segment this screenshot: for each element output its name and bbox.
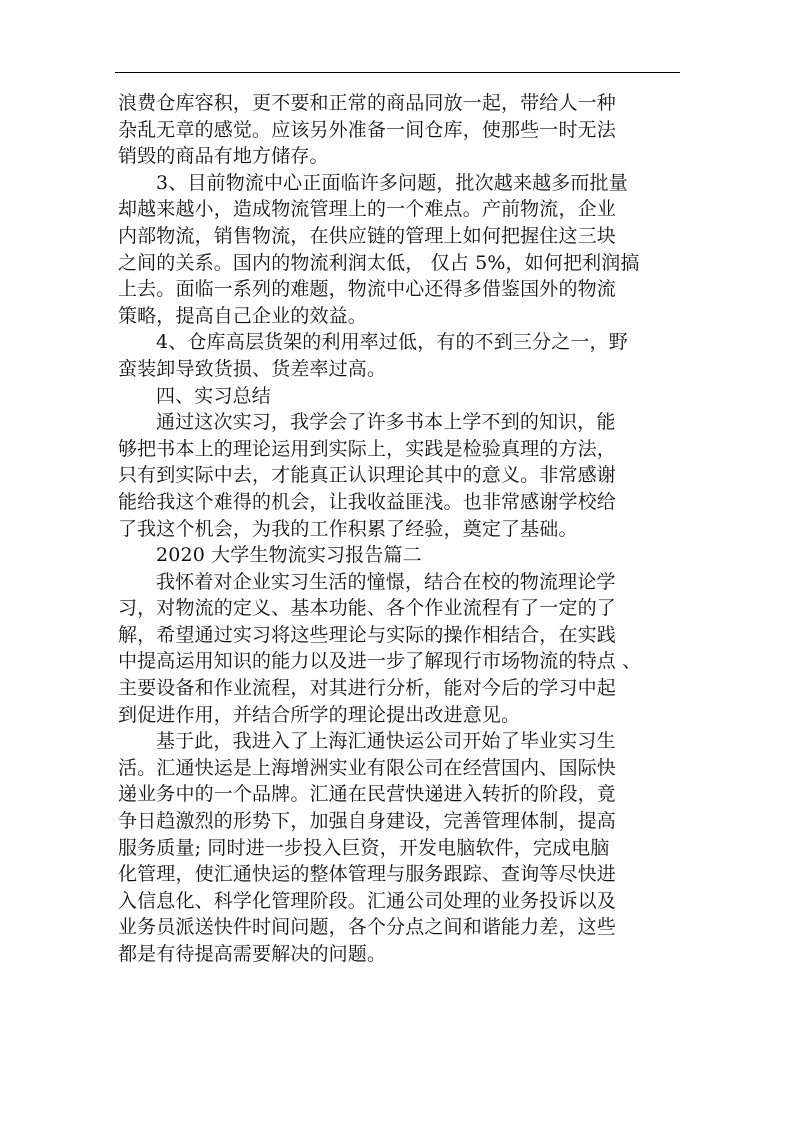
- text-line: 了我这个机会，为我的工作积累了经验，奠定了基础。: [118, 517, 578, 540]
- text-line: 够把书本上的理论运用到实际上，实践是检验真理的方法，: [118, 437, 616, 460]
- text-line: 到促进作用，并结合所学的理论提出改进意见。: [118, 703, 521, 726]
- text-line: 递业务中的一个品牌。汇通在民营快递进入转折的阶段，竟: [118, 783, 616, 806]
- text-line: 入信息化、科学化管理阶段。汇通公司处理的业务投诉以及: [118, 889, 616, 912]
- text-line: 通过这次实习，我学会了许多书本上学不到的知识，能: [156, 411, 616, 434]
- text-line: 解，希望通过实习将这些理论与实际的操作相结合，在实践: [118, 623, 616, 646]
- text-line: 4、仓库高层货架的利用率过低，有的不到三分之一，野: [156, 331, 628, 354]
- text-line: 只有到实际中去，才能真正认识理论其中的意义。非常感谢: [118, 464, 616, 487]
- header-rule: [115, 72, 680, 73]
- text-line: 2020 大学生物流实习报告篇二: [156, 544, 422, 567]
- text-line: 3、目前物流中心正面临许多问题，批次越来越多而批量: [156, 171, 628, 194]
- text-line: 我怀着对企业实习生活的憧憬，结合在校的物流理论学: [156, 570, 616, 593]
- text-line: 中提高运用知识的能力以及进一步了解现行市场物流的特点 、: [118, 650, 642, 673]
- text-line: 都是有待提高需要解决的问题。: [118, 943, 387, 965]
- text-line: 杂乱无章的感觉。应该另外准备一间仓库，使那些一时无法: [118, 118, 616, 141]
- text-line: 业务员派送快件时间问题，各个分点之间和谐能力差，这些: [118, 916, 616, 939]
- text-line: 四、实习总结: [156, 384, 271, 407]
- text-line: 策略，提高自己企业的效益。: [118, 304, 367, 327]
- text-line: 习，对物流的定义、基本功能、各个作业流程有了一定的了: [118, 597, 616, 620]
- text-line: 能给我这个难得的机会，让我收益匪浅。也非常感谢学校给: [118, 490, 616, 513]
- text-line: 主要设备和作业流程，对其进行分析，能对今后的学习中起: [118, 677, 616, 700]
- text-line: 化管理，使汇通快运的整体管理与服务跟踪、查询等尽快进: [118, 863, 616, 886]
- text-line: 内部物流，销售物流，在供应链的管理上如何把握住这三块: [118, 224, 616, 247]
- text-line: 销毁的商品有地方储存。: [118, 145, 329, 168]
- text-line: 基于此，我进入了上海汇通快运公司开始了毕业实习生: [156, 730, 616, 753]
- text-line: 蛮装卸导致货损、货差率过高。: [118, 357, 387, 380]
- text-line: 上去。面临一系列的难题，物流中心还得多借鉴国外的物流: [118, 278, 616, 301]
- document-body: [118, 90, 678, 968]
- text-line: 浪费仓库容积，更不要和正常的商品同放一起，带给人一种: [118, 92, 616, 114]
- text-line: 服务质量; 同时进一步投入巨资，开发电脑软件，完成电脑: [118, 836, 610, 859]
- text-line: 活。汇通快运是上海增洲实业有限公司在经营国内、国际快: [118, 756, 616, 779]
- text-line: 争日趋激烈的形势下，加强自身建设，完善管理体制，提高: [118, 810, 616, 833]
- text-line: 之间的关系。国内的物流利润太低， 仅占 5%，如何把利润搞: [118, 251, 640, 274]
- text-line: 却越来越小，造成物流管理上的一个难点。产前物流，企业: [118, 198, 616, 221]
